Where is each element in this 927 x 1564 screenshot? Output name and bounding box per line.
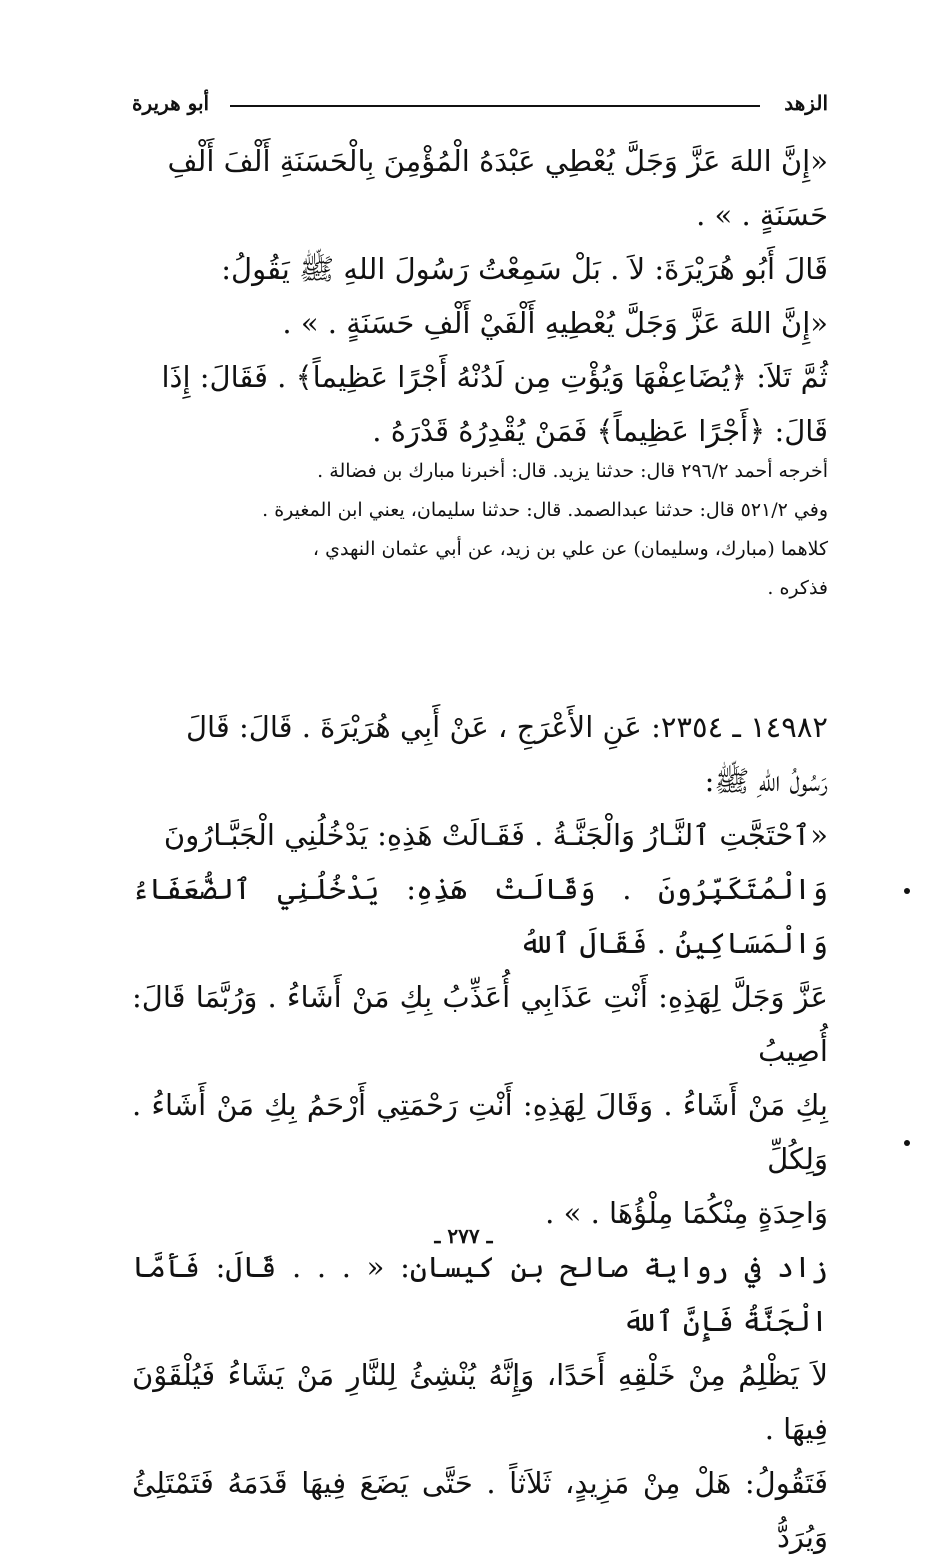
header-chapter-title: أبو هريرة xyxy=(132,91,210,115)
header-book-title: الزهد xyxy=(784,91,828,115)
hadith-text-block-2 xyxy=(132,700,828,1564)
text-line: «ٱحْتَجَّتِ ٱلنَّـارُ وَالْجَنَّـةُ . فَقَـالَتْ هَذِهِ: يَدْخُلُنِي الْجَبَّـارُونَ xyxy=(163,818,828,852)
text-line: بِكِ مَنْ أَشَاءُ . وَقَالَ لِهَذِهِ: أَنْتِ رَحْمَتِي أَرْحَمُ بِكِ مَنْ أَشَاءُ . وَلِكُلِّ xyxy=(132,1088,828,1176)
text-line: وَالْمُتَكَبِّرُونَ . وَقَالَتْ هَذِهِ: يَدْخُلُنِي ٱلضُّعَفَاءُ وَالْمَسَاكِينُ . فَقَالَ ٱللهُ xyxy=(132,872,828,960)
text-line: حَسَنَةٍ . » . xyxy=(696,198,828,232)
text-line: فَتَقُولُ: هَلْ مِنْ مَزِيدٍ، ثَلاَثاً . حَتَّى يَضَعَ فِيهَا قَدَمَهُ فَتَمْتَلِئُ وَيُرَدُّ xyxy=(132,1466,828,1554)
text-line: «إِنَّ اللهَ عَزَّ وَجَلَّ يُعْطِي عَبْدَهُ الْمُؤْمِنَ بِالْحَسَنَةِ أَلْفَ أَلْفِ xyxy=(167,144,828,178)
margin-dot xyxy=(904,1140,910,1146)
text-line: لاَ يَظْلِمُ مِنْ خَلْقِهِ أَحَدًا، وَإِنَّهُ يُنْشِئُ لِلنَّارِ مَنْ يَشَاءُ فَيُلْقَوْنَ فِيهَا . xyxy=(132,1358,828,1446)
running-header xyxy=(132,88,828,118)
footnote-line: كلاهما (مبارك، وسليمان) عن علي بن زيد، عن أبي عثمان النهدي ، xyxy=(312,538,828,560)
text-line: قَالَ أَبُو هُرَيْرَةَ: لاَ . بَلْ سَمِعْتُ رَسُولَ اللهِ ﷺ يَقُولُ: xyxy=(221,252,828,286)
text-line: «إِنَّ اللهَ عَزَّ وَجَلَّ يُعْطِيهِ أَلْفَيْ أَلْفِ حَسَنَةٍ . » . xyxy=(282,306,828,340)
takhrij-footnote xyxy=(132,452,828,608)
text-line: زاد في رواية صالح بن كيسان: « . . . قَالَ: فَأَمَّا الْجَنَّةُ فَإِنَّ ٱللهَ xyxy=(132,1250,828,1338)
footnote-line: وفي ٥٢١/٢ قال: حدثنا عبدالصمد. قال: حدثنا سليمان، يعني ابن المغيرة . xyxy=(262,499,828,521)
text-line: عَزَّ وَجَلَّ لِهَذِهِ: أَنْتِ عَذَابِي أُعَذِّبُ بِكِ مَنْ أَشَاءُ . وَرُبَّمَا قَالَ: أُصِيبُ xyxy=(132,980,828,1068)
text-line: قَالَ: ﴿أَجْرًا عَظِيماً﴾ فَمَنْ يُقْدِرُهُ قَدْرَهُ . xyxy=(372,414,828,448)
footnote-line: فذكره . xyxy=(767,577,828,599)
text-line: ثُمَّ تَلاَ: ﴿يُضَاعِفْهَا وَيُؤْتِ مِن لَدُنْهُ أَجْرًا عَظِيماً﴾ . فَقَالَ: إِذَا xyxy=(161,360,828,394)
header-rule xyxy=(230,105,760,107)
margin-dot xyxy=(904,888,910,894)
page-number: ـ ٢٧٧ ـ xyxy=(434,1224,493,1248)
footnote-line: أخرجه أحمد ٢٩٦/٢ قال: حدثنا يزيد. قال: أخبرنا مبارك بن فضالة . xyxy=(317,460,828,482)
text-line: رَسُولُ اللهِ ﷺ: xyxy=(704,764,828,798)
hadith-text-block-1 xyxy=(132,134,828,458)
text-line: وَاحِدَةٍ مِنْكُمَا مِلْؤُهَا . » . xyxy=(545,1196,828,1230)
hadith-number-line: ١٤٩٨٢ ـ ٢٣٥٤: عَنِ الأَعْرَجِ ، عَنْ أَبِي هُرَيْرَةَ . قَالَ: قَالَ xyxy=(185,710,828,744)
